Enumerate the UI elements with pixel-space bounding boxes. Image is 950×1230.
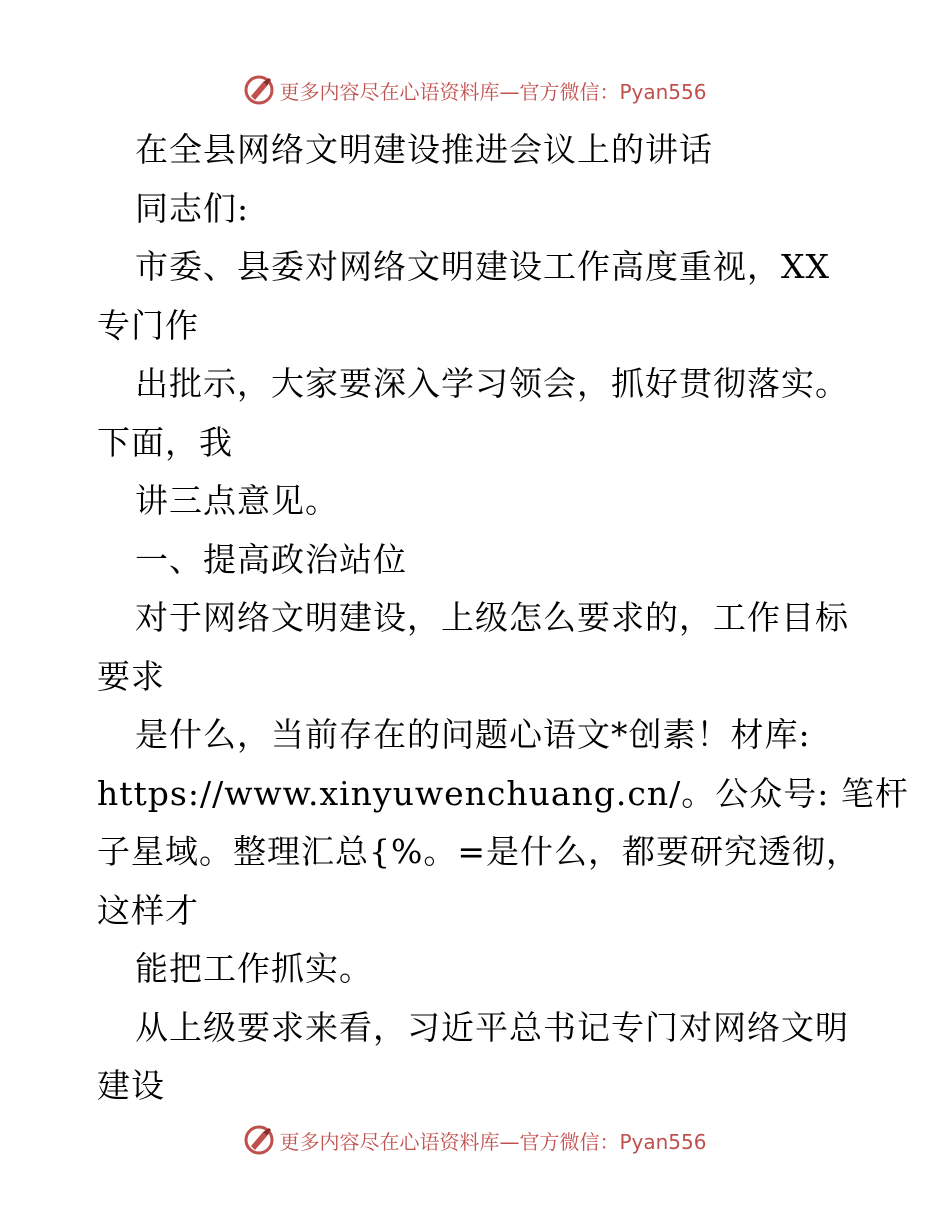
salutation: 同志们: [135,188,250,228]
text-line: 能把工作抓实。 [135,949,373,988]
text-line: 从上级要求来看，习近平总书记专门对网络文明 [135,1007,849,1047]
text-line: 对于网络文明建设，上级怎么要求的，工作目标 [135,598,849,637]
text-line: 市委、县委对网络文明建设工作高度重视，XX [135,247,830,286]
text-line: 这样才 [97,890,199,930]
header-watermark [0,70,950,110]
text-line: 讲三点意见。 [135,481,339,520]
section-heading: 一、提高政治站位 [135,539,407,579]
text-line: 要求 [97,656,165,696]
text-line: 专门作 [97,305,199,345]
text-line: 是什么，当前存在的问题心语文*创素！材库: [135,715,811,754]
text-line: 建设 [97,1066,165,1105]
text-line: 出批示，大家要深入学习领会，抓好贯彻落实。 [135,364,849,403]
footer-watermark-text: 更多内容尽在心语资料库—官方微信：Pyan556 [279,1129,707,1154]
pen-logo-icon [243,74,275,106]
document-body [97,121,909,1116]
header-watermark-text: 更多内容尽在心语资料库—官方微信：Pyan556 [279,79,707,104]
text-line: https://www.xinyuwenchuang.cn/。公众号: 笔杆 [97,773,909,813]
document-title: 在全县网络文明建设推进会议上的讲话 [135,130,713,169]
footer-watermark [0,1120,950,1160]
text-line: 子星域。整理汇总{%。=是什么，都要研究透彻， [97,832,861,871]
pen-logo-icon [243,1124,275,1156]
text-line: 下面，我 [97,422,233,462]
